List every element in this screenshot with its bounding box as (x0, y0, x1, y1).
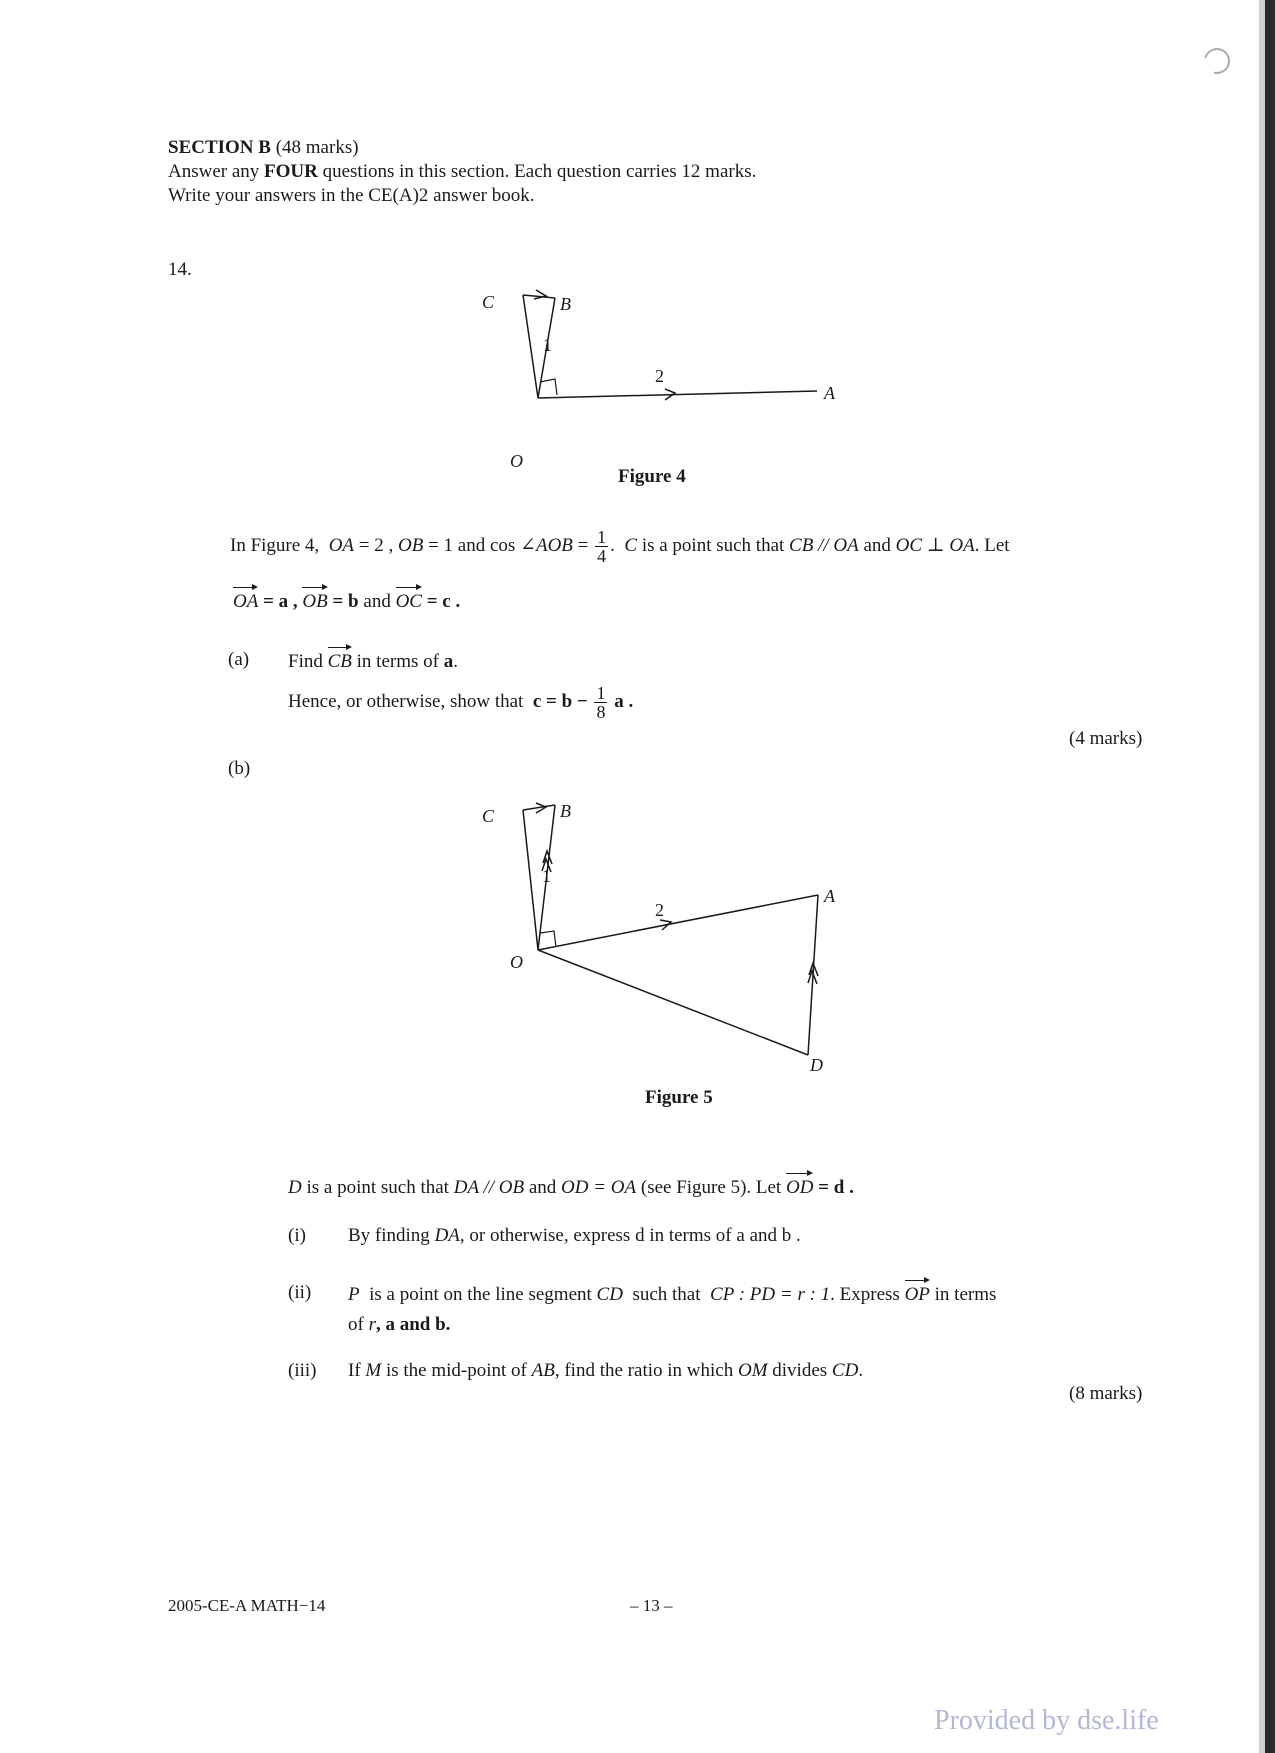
question-number: 14. (168, 259, 192, 280)
section-marks: (48 marks) (275, 137, 359, 158)
math-condition: CB // OA (789, 534, 859, 556)
part-a-line-1 (288, 644, 458, 674)
instruction-text: Answer any (168, 161, 260, 182)
text: in terms of (356, 651, 439, 672)
math-om: OM (737, 1360, 768, 1381)
math-ratio: CP : PD = r : 1 (710, 1284, 831, 1305)
right-angle-mark (540, 379, 557, 395)
label-length-ob: 1 (543, 335, 552, 355)
question-intro-line-1 (230, 528, 1150, 565)
text: in terms (934, 1284, 997, 1305)
part-b-ii-text-line-1 (348, 1277, 996, 1307)
vector-op: OP (905, 1277, 930, 1307)
part-a-line-2 (288, 684, 633, 721)
math-da: DA (434, 1225, 460, 1246)
text: , a and b. (375, 1314, 451, 1335)
part-b-ii-label: (ii) (288, 1282, 312, 1303)
part-a-marks: (4 marks) (1069, 728, 1143, 749)
denominator: 8 (596, 702, 606, 722)
numerator: 1 (596, 683, 606, 703)
part-b-iii-text (348, 1359, 863, 1383)
math-cos: cos ∠ (489, 534, 536, 556)
math-value: = b (332, 591, 359, 612)
text: is the mid-point of (385, 1360, 527, 1381)
footer-paper-code: 2005-CE-A MATH−14 (168, 1596, 326, 1615)
text: such that (632, 1284, 701, 1305)
text: . Express (830, 1284, 900, 1305)
math-c: C (624, 534, 638, 556)
text: Find (288, 651, 323, 672)
math-value: = a , (263, 591, 298, 612)
watermark-link[interactable]: Provided by dse.life (934, 1705, 1159, 1736)
scan-mark (1199, 43, 1235, 79)
math-oa: OA (328, 534, 355, 556)
math-m: M (365, 1360, 382, 1381)
instruction-bold: FOUR (264, 161, 318, 182)
label-o: O (510, 952, 523, 972)
denominator: 4 (597, 546, 607, 566)
text: (see Figure 5). Let (640, 1177, 782, 1198)
segment-oa (538, 895, 818, 950)
math-value: = 1 (428, 534, 454, 556)
part-b-i-label: (i) (288, 1225, 306, 1246)
text: . (610, 534, 615, 556)
math-d: D (288, 1177, 302, 1198)
math-condition: OD = OA (561, 1177, 637, 1198)
text: , find the ratio in which (554, 1360, 734, 1381)
vector-oa: OA (233, 584, 258, 614)
text: By finding (348, 1225, 430, 1246)
text: divides (772, 1360, 828, 1381)
numerator: 1 (597, 527, 607, 547)
text: Hence, or otherwise, show that (288, 690, 524, 712)
math-value: = 2 , (358, 534, 394, 556)
right-angle-mark (540, 931, 556, 947)
segment-cb (523, 805, 555, 810)
part-a-label: (a) (228, 649, 250, 670)
label-length-ob: 1 (542, 866, 551, 886)
figure-4-caption: Figure 4 (618, 466, 686, 487)
text: . (858, 1360, 864, 1381)
text: is a point on the line segment (369, 1284, 592, 1305)
footer-page-number: – 13 – (630, 1596, 673, 1615)
label-length-oa: 2 (655, 900, 664, 920)
page-edge (1265, 0, 1275, 1753)
math-a: a (443, 651, 454, 672)
segment-od (538, 950, 808, 1055)
text: If (348, 1360, 361, 1381)
text: and (363, 591, 391, 612)
text: and (863, 534, 891, 556)
math-ob: OB (397, 534, 424, 556)
math-expression: c = b − (532, 690, 588, 712)
vector-od: OD (786, 1170, 813, 1200)
math-cd: CD (596, 1284, 623, 1305)
text: In Figure 4, (230, 534, 320, 556)
text: is a point such that (306, 1177, 449, 1198)
part-b-marks: (8 marks) (1069, 1383, 1143, 1404)
figure-5-caption: Figure 5 (645, 1087, 713, 1108)
text: . (453, 651, 458, 672)
instruction-text: questions in this section. Each question carries 12 marks. (322, 161, 757, 182)
segment-oc (523, 810, 538, 950)
math-eq: = (577, 534, 589, 556)
fraction-one-quarter (595, 528, 608, 565)
fraction-one-eighth (594, 684, 607, 721)
text: , or otherwise, express d in terms of a and b . (459, 1225, 801, 1246)
math-condition: DA // OB (453, 1177, 525, 1198)
segment-oa (538, 391, 817, 398)
math-angle: AOB (535, 534, 573, 556)
part-b-iii-label: (iii) (288, 1360, 317, 1381)
label-c: C (482, 292, 495, 312)
figure-5 (460, 785, 860, 1095)
text: and (457, 534, 486, 556)
text: and (528, 1177, 557, 1198)
label-b: B (560, 294, 571, 314)
question-intro-line-2 (233, 584, 460, 614)
text: . Let (974, 534, 1010, 556)
label-c: C (482, 806, 495, 826)
math-value: = c . (426, 591, 461, 612)
part-b-i-text (348, 1224, 801, 1248)
section-title: SECTION B (168, 137, 271, 158)
vector-ob: OB (302, 584, 327, 614)
instruction-line-1 (168, 160, 756, 184)
math-cd: CD (831, 1360, 859, 1381)
section-heading (168, 136, 359, 160)
part-b-ii-text-line-2 (348, 1313, 450, 1337)
instruction-line-2: Write your answers in the CE(A)2 answer book. (168, 185, 535, 206)
math-p: P (348, 1284, 360, 1305)
math-value: = d . (818, 1177, 854, 1198)
text: is a point such that (641, 534, 785, 556)
figure-4 (460, 285, 860, 485)
math-r: r (368, 1314, 376, 1335)
segment-oc (523, 295, 538, 398)
label-a: A (824, 383, 835, 403)
label-d: D (810, 1055, 823, 1075)
label-b: B (560, 801, 571, 821)
math-condition: OC ⊥ OA (895, 534, 975, 556)
text: of (348, 1314, 364, 1335)
math-expression: a . (614, 690, 634, 712)
part-b-label: (b) (228, 758, 251, 779)
math-ab: AB (531, 1360, 555, 1381)
part-b-intro (288, 1170, 854, 1200)
label-length-oa: 2 (655, 366, 664, 386)
label-o: O (510, 451, 523, 471)
vector-cb: CB (328, 644, 352, 674)
vector-oc: OC (396, 584, 422, 614)
label-a: A (824, 886, 835, 906)
